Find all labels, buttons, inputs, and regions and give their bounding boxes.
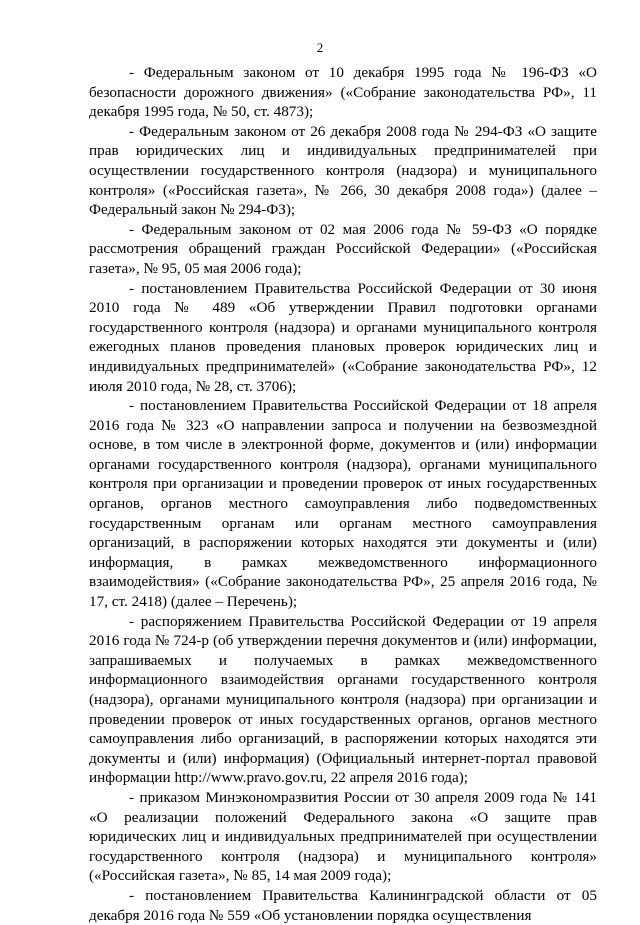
paragraph-resolution-489: - постановлением Правительства Российской Федерации от 30 июня 2010 года № 489 «Об утверждении Правил подготовки органами государственного контроля (надзора) и органами муниципального контроля ежегодных планов проведения плановых проверок юридических лиц и индивидуальных предпринимателей» («Собрание законодательства РФ», 12 июля 2010 года, № 28, ст. 3706);	[89, 279, 597, 395]
paragraph-resolution-323: - постановлением Правительства Российской Федерации от 18 апреля 2016 года № 323 «О направлении запроса и получении на безвозмездной основе, в том числе в электронной форме, документов и (или) информации органами государственного контроля (надзора), органами муниципального контроля при организации и проведении проверок от иных государственных органов, органов местного самоуправления либо подведомственных государственным органам или органам местного самоуправления организаций, в распоряжении которых находятся эти документы и (или) информация, в рамках межведомственного информационного взаимодействия» («Собрание законодательства РФ», 25 апреля 2016 года, № 17, ст. 2418) (далее – Перечень);	[89, 397, 597, 611]
paragraph-resolution-559: - постановлением Правительства Калининградской области от 05 декабря 2016 года № 559 «Об установлении порядка осуществления	[89, 886, 597, 924]
paragraph-law-294fz: - Федеральным законом от 26 декабря 2008 года № 294-ФЗ «О защите прав юридических лиц и индивидуальных предпринимателей при осуществлении государственного контроля (надзора) и муниципального контроля» («Российская газета», № 266, 30 декабря 2008 года») (далее – Федеральный закон № 294-ФЗ);	[89, 122, 597, 219]
page-number: 2	[316, 40, 324, 55]
document-body	[89, 63, 597, 925]
paragraph-law-196fz: - Федеральным законом от 10 декабря 1995 года № 196-ФЗ «О безопасности дорожного движения» («Собрание законодательства РФ», 11 декабря 1995 года, № 50, ст. 4873);	[89, 64, 597, 121]
paragraph-order-141: - приказом Минэкономразвития России от 30 апреля 2009 года № 141 «О реализации положений Федерального закона «О защите прав юридических лиц и индивидуальных предпринимателей при осуществлении государственного контроля (надзора) и муниципального контроля» («Российская газета», № 85, 14 мая 2009 года);	[89, 788, 597, 885]
paragraph-law-59fz: - Федеральным законом от 02 мая 2006 года № 59-ФЗ «О порядке рассмотрения обращений граждан Российской Федерации» («Российская газета», № 95, 05 мая 2006 года);	[89, 220, 597, 277]
paragraph-order-724r: - распоряжением Правительства Российской Федерации от 19 апреля 2016 года № 724-р (об утверждении перечня документов и (или) информации, запрашиваемых и получаемых в рамках межведомственного информационного взаимодействия органами государственного контроля (надзора), органами муниципального контроля (надзора) при организации и проведении проверок от иных государственных органов, органов местного самоуправления либо организаций, в распоряжении которых находятся эти документы и (или) информация) (Официальный интернет-портал правовой информации http://www.pravo.gov.ru, 22 апреля 2016 года);	[89, 612, 597, 787]
